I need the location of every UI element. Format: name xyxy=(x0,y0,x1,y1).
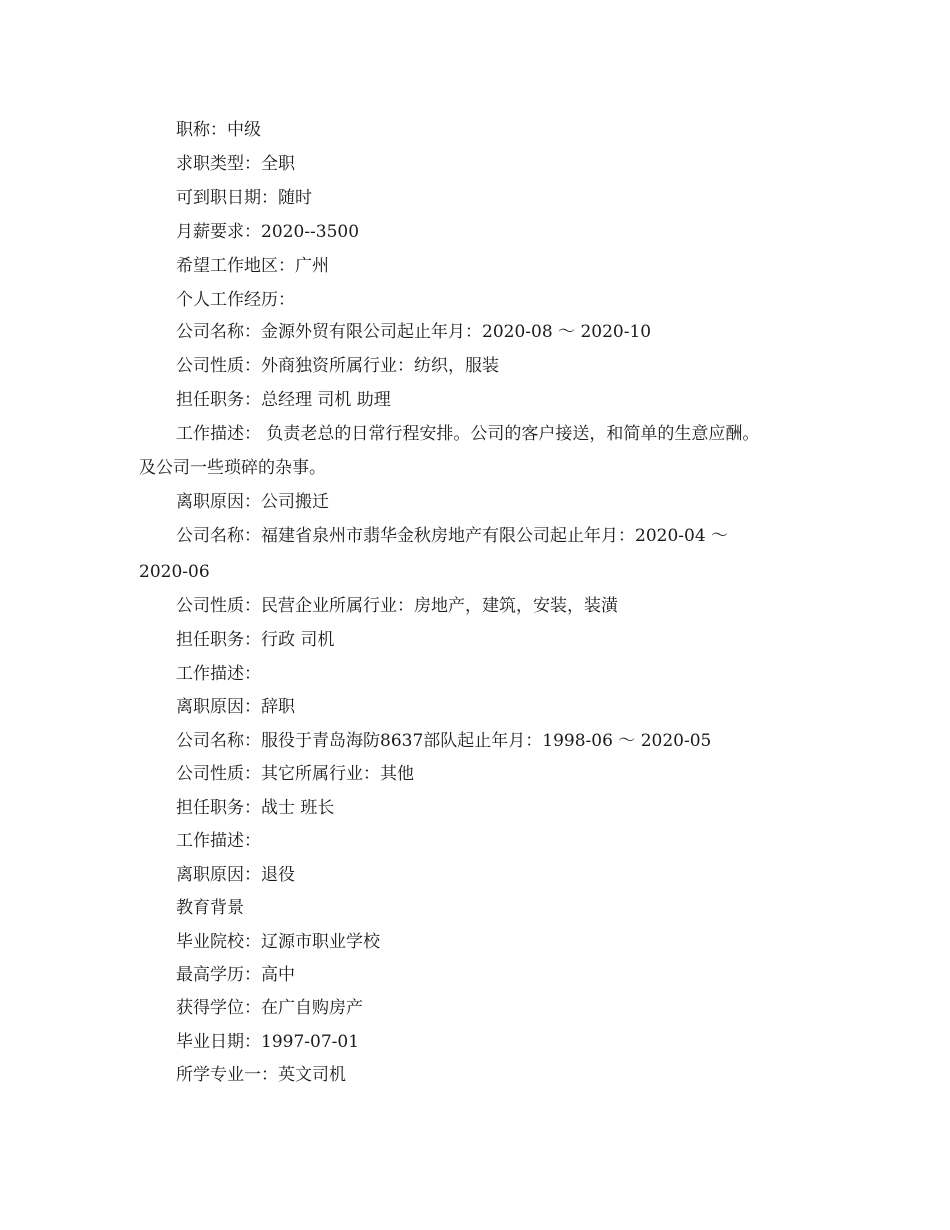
company-name-2-continued: 2020-06 xyxy=(139,562,210,582)
degree-level-line: 最高学历：高中 xyxy=(176,965,295,985)
company-name-2: 公司名称：福建省泉州市翡华金秋房地产有限公司起止年月：2020-04 ～ xyxy=(176,526,729,546)
description-1: 工作描述： 负责老总的日常行程安排。公司的客户接送，和简单的生意应酬。 xyxy=(176,424,760,444)
position-2: 担任职务：行政 司机 xyxy=(176,630,335,650)
school-line: 毕业院校：辽源市职业学校 xyxy=(176,932,380,952)
availability-line: 可到职日期：随时 xyxy=(176,188,312,208)
position-3: 担任职务：战士 班长 xyxy=(176,798,335,818)
salary-line: 月薪要求：2020--3500 xyxy=(176,222,360,242)
title-line: 职称：中级 xyxy=(176,120,261,140)
description-1-continued: 及公司一些琐碎的杂事。 xyxy=(139,458,326,478)
leave-reason-1: 离职原因：公司搬迁 xyxy=(176,492,329,512)
major-line: 所学专业一：英文司机 xyxy=(176,1065,346,1085)
job-type-line: 求职类型：全职 xyxy=(176,154,295,174)
work-history-heading: 个人工作经历： xyxy=(176,290,295,310)
description-2: 工作描述： xyxy=(176,664,261,684)
description-3: 工作描述： xyxy=(176,831,261,851)
location-line: 希望工作地区：广州 xyxy=(176,256,329,276)
company-name-1: 公司名称：金源外贸有限公司起止年月：2020-08 ～ 2020-10 xyxy=(176,322,652,342)
leave-reason-3: 离职原因：退役 xyxy=(176,865,295,885)
education-heading: 教育背景 xyxy=(176,898,244,918)
company-type-1: 公司性质：外商独资所属行业：纺织，服装 xyxy=(176,356,499,376)
company-type-2: 公司性质：民营企业所属行业：房地产，建筑，安装，装潢 xyxy=(176,596,618,616)
company-type-3: 公司性质：其它所属行业：其他 xyxy=(176,764,414,784)
graduation-date-line: 毕业日期：1997-07-01 xyxy=(176,1032,360,1052)
position-1: 担任职务：总经理 司机 助理 xyxy=(176,390,391,410)
leave-reason-2: 离职原因：辞职 xyxy=(176,697,295,717)
company-name-3: 公司名称：服役于青岛海防8637部队起止年月：1998-06 ～ 2020-05 xyxy=(176,731,712,751)
degree-line: 获得学位：在广自购房产 xyxy=(176,998,363,1018)
